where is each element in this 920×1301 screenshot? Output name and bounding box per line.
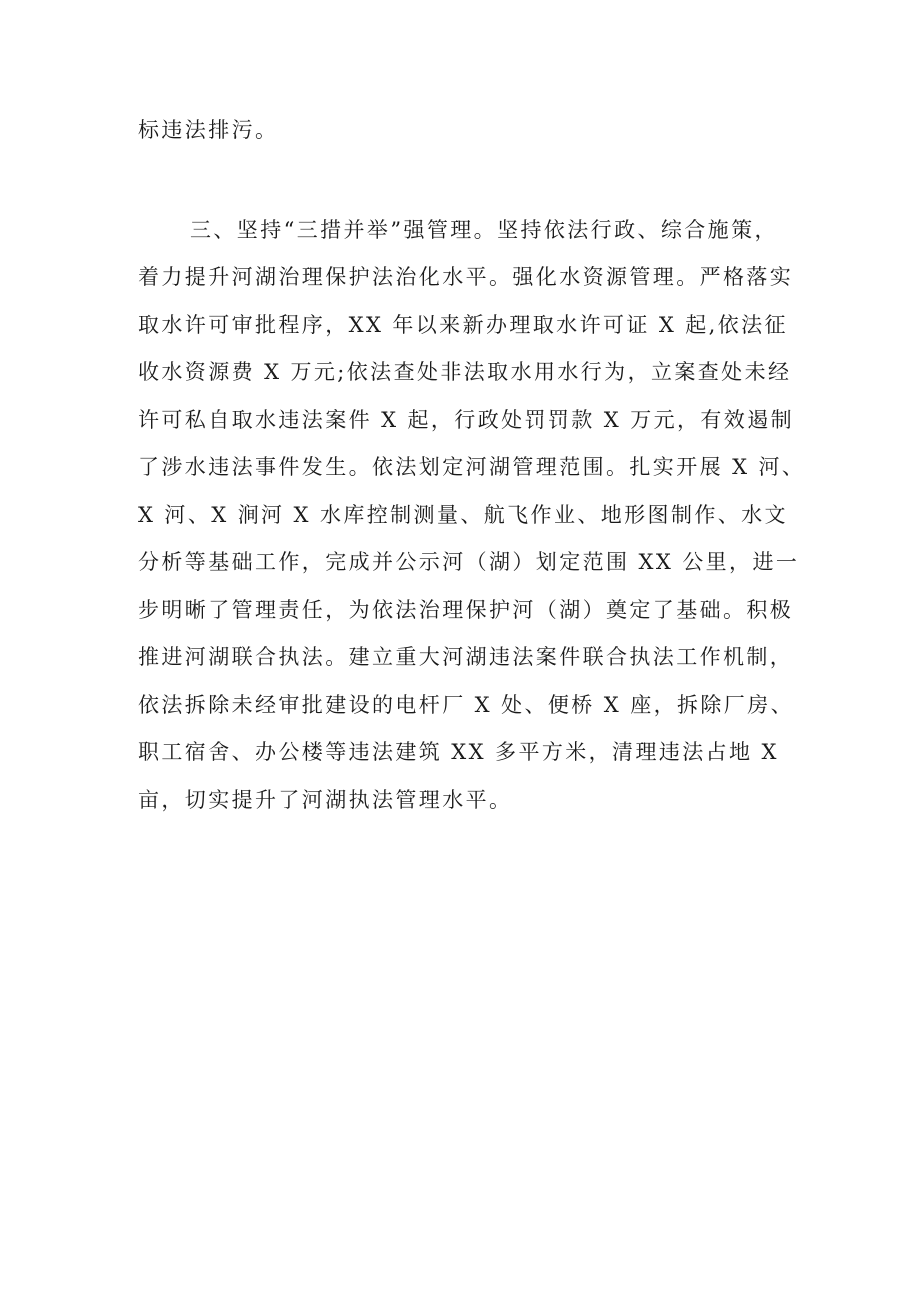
text-line: X 河、X 涧河 X 水库控制测量、航飞作业、地形图制作、水文 [138, 503, 788, 527]
paragraph-heading-line: 三、坚持“三措并举”强管理。坚持依法行政、综合施策， [190, 218, 778, 242]
text-line: 取水许可审批程序，XX 年以来新办理取水许可证 X 起,依法征 [138, 313, 788, 337]
text-line: 推进河湖联合执法。建立重大河湖违法案件联合执法工作机制， [138, 645, 794, 669]
text-line: 依法拆除未经审批建设的电杆厂 X 处、便桥 X 座，拆除厂房、 [138, 693, 794, 717]
text-line: 收水资源费 X 万元;依法查处非法取水用水行为，立案查处未经 [138, 360, 792, 384]
text-line: 步明晰了管理责任，为依法治理保护河（湖）奠定了基础。积极 [138, 598, 794, 622]
text-line: 分析等基础工作，完成并公示河（湖）划定范围 XX 公里，进一 [138, 550, 800, 574]
text-line: 亩，切实提升了河湖执法管理水平。 [138, 788, 513, 812]
text-line: 了涉水违法事件发生。依法划定河湖管理范围。扎实开展 X 河、 [138, 455, 806, 479]
text-line: 职工宿舍、办公楼等违法建筑 XX 多平方米，清理违法占地 X [138, 740, 779, 764]
text-line: 着力提升河湖治理保护法治化水平。强化水资源管理。严格落实 [138, 265, 794, 289]
text-line: 许可私自取水违法案件 X 起，行政处罚罚款 X 万元，有效遏制 [138, 408, 794, 432]
text-line: 标违法排污。 [138, 118, 279, 142]
